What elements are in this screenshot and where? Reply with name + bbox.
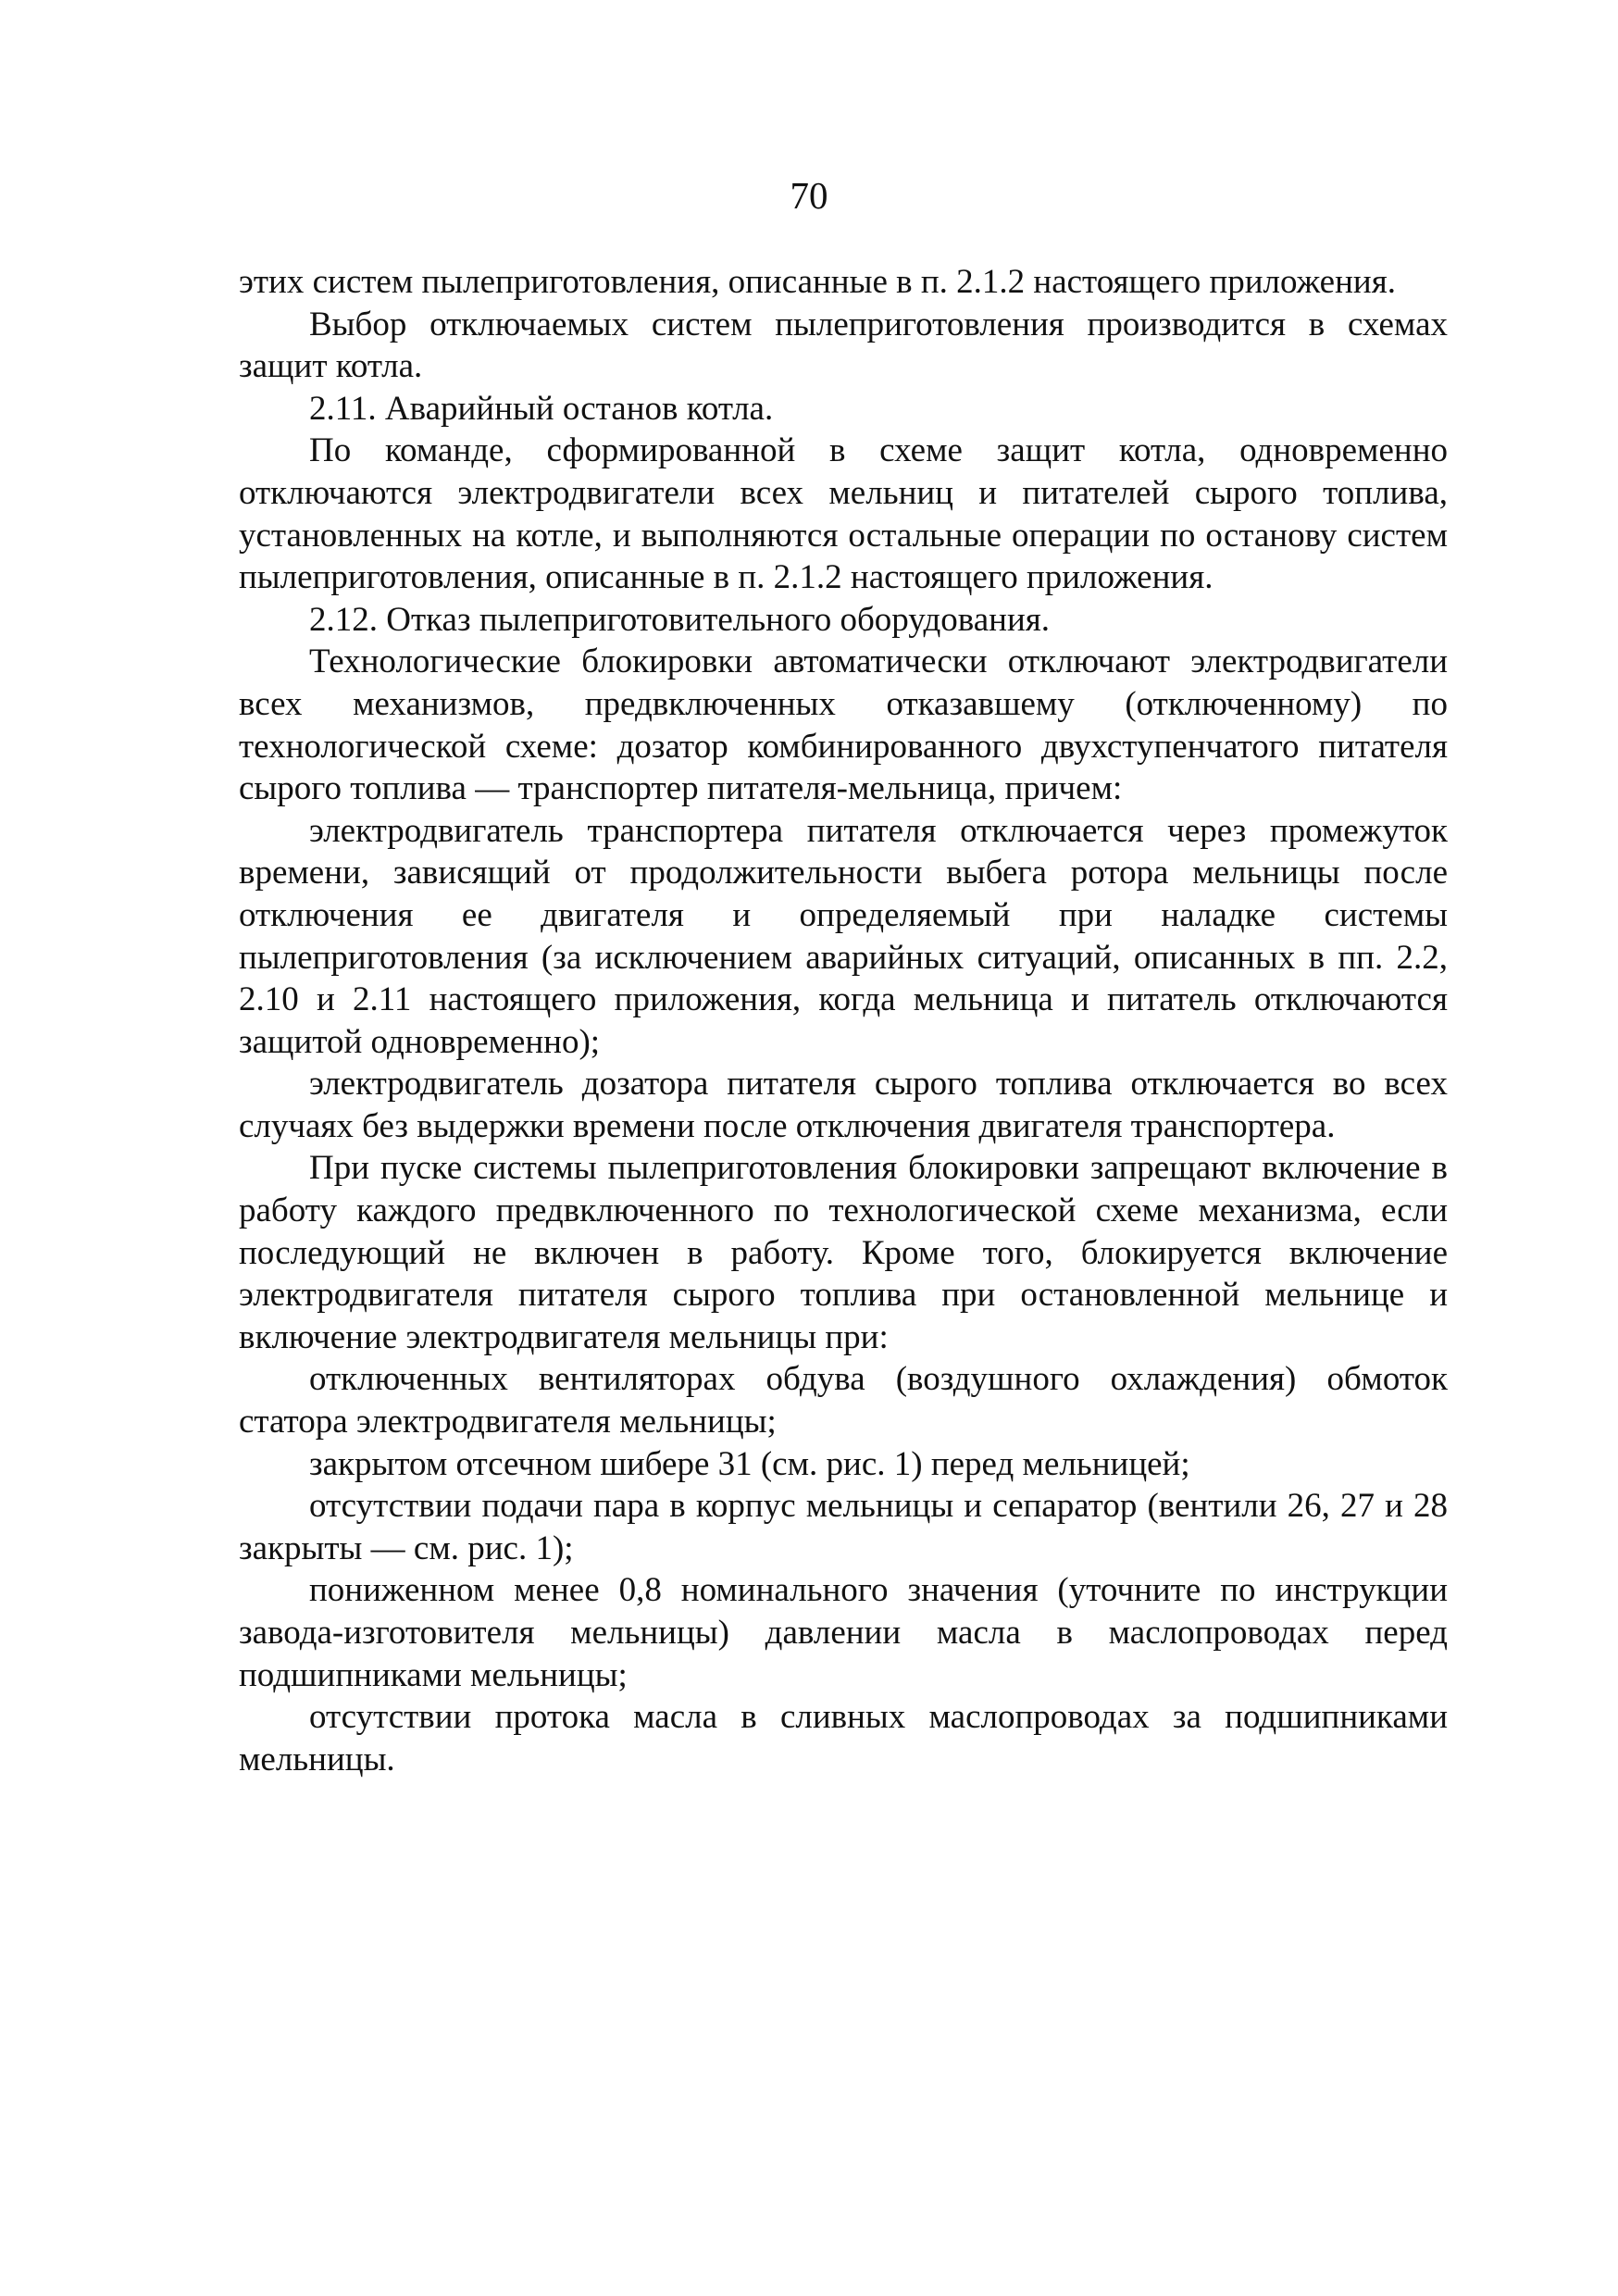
paragraph-6: Технологические блокировки автоматически отключают электродвигатели всех механизмов, предвключенных отказавшему (отключенному) по технологической схеме: дозатор комбинированного двухступенчатого питателя сырого топлива — транспортер питателя-мельница, причем: — [239, 643, 1448, 808]
list-item-dosator: электродвигатель дозатора питателя сырого топлива отключается во всех случаях без выдержки времени после отключения двигателя транспортера. — [239, 1065, 1448, 1145]
list-item-gate: закрытом отсечном шибере 31 (см. рис. 1) перед мельницей; — [309, 1444, 1190, 1483]
paragraph-4: По команде, сформированной в схеме защит котла, одновременно отключаются электродвигатели всех мельниц и питателей сырого топлива, установленных на котле, и выполняются остальные операции по останову систем пылеприготовления, описанные в п. 2.1.2 настоящего приложения. — [239, 431, 1448, 597]
section-heading-2-11: 2.11. Аварийный останов котла. — [309, 389, 774, 428]
list-item-steam: отсутствии подачи пара в корпус мельницы и сепаратор (вентили 26, 27 и 28 закрыты — см. рис. 1); — [239, 1487, 1448, 1567]
list-item-transporter: электродвигатель транспортера питателя отключается через промежуток времени, зависящий от продолжительности выбега ротора мельницы после отключения ее двигателя и определяемый при наладке системы пылеприготовления (за исключением аварийных ситуаций, описанных в пп. 2.2, 2.10 и 2.11 настоящего приложения, когда мельница и питатель отключаются защитой одновременно); — [239, 811, 1448, 1061]
document-body — [239, 261, 1448, 1780]
list-item-fans: отключенных вентиляторах обдува (воздушного охлаждения) обмоток статора электродвигателя мельницы; — [239, 1360, 1448, 1441]
paragraph-2: Выбор отключаемых систем пылеприготовления производится в схемах защит котла. — [239, 305, 1448, 386]
list-item-oil-flow: отсутствии протока масла в сливных маслопроводах за подшипниками мельницы. — [239, 1698, 1448, 1778]
page-number: 70 — [790, 174, 828, 217]
paragraph-9: При пуске системы пылеприготовления блокировки запрещают включение в работу каждого предвключенного по технологической схеме механизма, если последующий не включен в работу. Кроме того, блокируется включение электродвигателя питателя сырого топлива при остановленной мельнице и включение электродвигателя мельницы при: — [239, 1149, 1448, 1356]
list-item-oil-pressure: пониженном менее 0,8 номинального значения (уточните по инструкции завода-изготовителя мельницы) давлении масла в маслопроводах перед подшипниками мельницы; — [239, 1571, 1448, 1694]
section-heading-2-12: 2.12. Отказ пылеприготовительного оборудования. — [309, 600, 1051, 639]
paragraph-1: этих систем пылеприготовления, описанные в п. 2.1.2 настоящего приложения. — [239, 263, 1396, 301]
